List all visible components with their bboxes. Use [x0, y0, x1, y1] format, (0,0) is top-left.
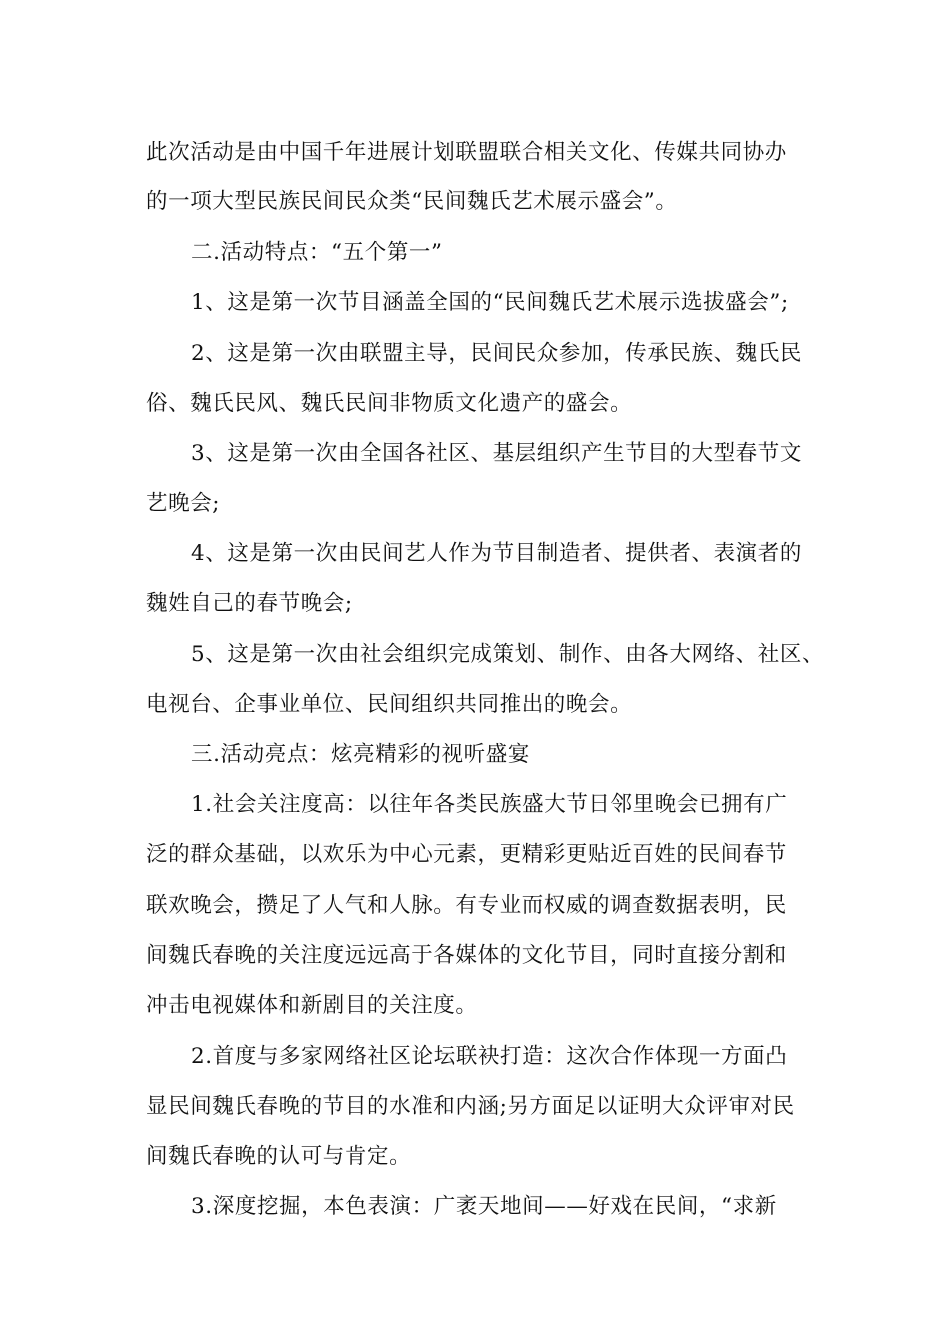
- text-line: 2.首度与多家网络社区论坛联袂打造：这次合作体现一方面凸: [191, 1044, 788, 1069]
- text-line: 2、这是第一次由联盟主导，民间民众参加，传承民族、魏氏民: [191, 341, 802, 366]
- text-line: 显民间魏氏春晚的节目的水准和内涵;另方面足以证明大众评审对民: [146, 1094, 795, 1119]
- text-line: 电视台、企事业单位、民间组织共同推出的晚会。: [146, 692, 633, 717]
- text-line: 魏姓自己的春节晚会;: [146, 591, 353, 616]
- text-line: 4、这是第一次由民间艺人作为节目制造者、提供者、表演者的: [191, 541, 802, 566]
- text-line: 3.深度挖掘，本色表演：广袤天地间——好戏在民间，“求新: [191, 1194, 777, 1219]
- text-line: 间魏氏春晚的认可与肯定。: [146, 1144, 412, 1169]
- text-line: 艺晚会;: [146, 491, 221, 516]
- text-line: 冲击电视媒体和新剧目的关注度。: [146, 993, 478, 1018]
- text-line: 1、这是第一次节目涵盖全国的“民间魏氏艺术展示选拔盛会”;: [191, 290, 789, 315]
- text-line: 5、这是第一次由社会组织完成策划、制作、由各大网络、社区、: [191, 642, 825, 667]
- text-line: 此次活动是由中国千年进展计划联盟联合相关文化、传媒共同协办: [146, 140, 787, 165]
- text-line: 1.社会关注度高：以往年各类民族盛大节日邻里晚会已拥有广: [191, 792, 788, 817]
- text-line: 的一项大型民族民间民众类“民间魏氏艺术展示盛会”。: [146, 189, 678, 214]
- text-line: 泛的群众基础，以欢乐为中心元素，更精彩更贴近百姓的民间春节: [146, 842, 787, 867]
- section-heading: 二.活动特点：“五个第一”: [191, 240, 443, 265]
- text-line: 俗、魏氏民风、魏氏民间非物质文化遗产的盛会。: [146, 391, 633, 416]
- text-line: 3、这是第一次由全国各社区、基层组织产生节目的大型春节文: [191, 441, 802, 466]
- text-line: 联欢晚会，攒足了人气和人脉。有专业而权威的调查数据表明，民: [146, 893, 787, 918]
- text-line: 间魏氏春晚的关注度远远高于各媒体的文化节目，同时直接分割和: [146, 943, 787, 968]
- section-heading: 三.活动亮点：炫亮精彩的视听盛宴: [191, 742, 530, 767]
